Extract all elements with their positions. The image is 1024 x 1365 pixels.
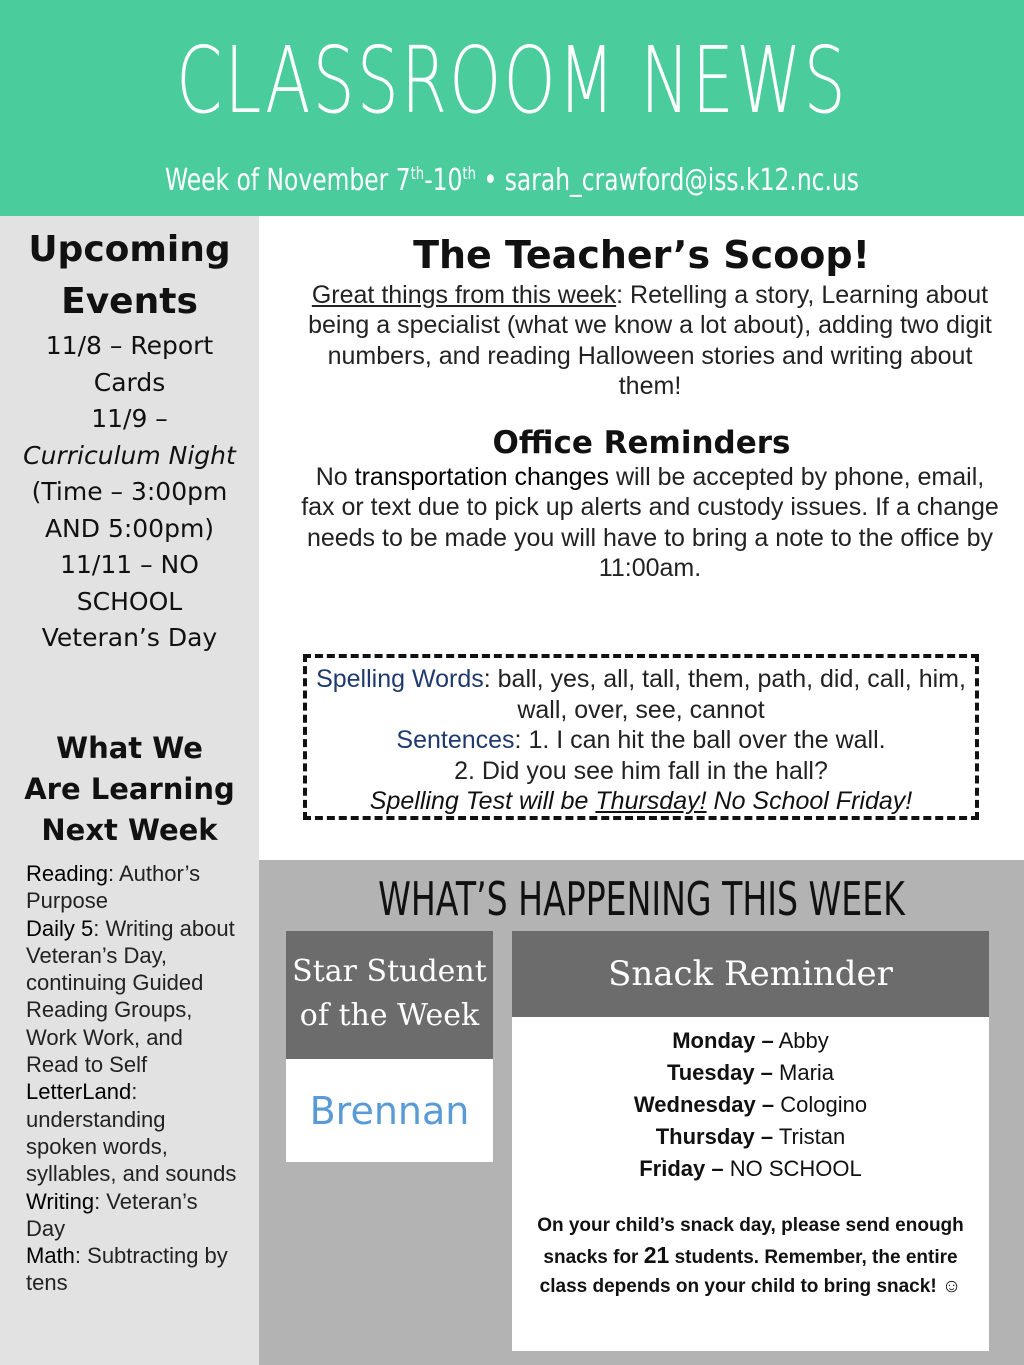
snack-day: Thursday – bbox=[655, 1124, 774, 1149]
star-heading-line-1: Star Student bbox=[292, 954, 487, 989]
learning-heading-line-1: What We bbox=[56, 731, 203, 765]
office-text: will be accepted by phone, email, fax or text due to pick up alerts and custody issues. If a change needs to be made you will have to bring a note to the office by 11:00am. bbox=[301, 463, 999, 583]
spelling-words bbox=[307, 664, 975, 725]
happening-heading: WHAT’S HAPPENING THIS WEEK bbox=[378, 872, 905, 926]
spelling-box bbox=[303, 654, 979, 820]
learning-subject: Math bbox=[26, 1243, 75, 1269]
learning-text: : Author’s Purpose bbox=[26, 861, 201, 914]
event-item bbox=[18, 328, 241, 401]
office-emphasis: transportation changes bbox=[354, 463, 609, 491]
test-note-post: No School Friday! bbox=[706, 787, 913, 815]
events-list bbox=[18, 328, 241, 657]
scoop-paragraph bbox=[305, 280, 995, 402]
events-heading-line-2: Events bbox=[61, 281, 198, 322]
events-heading bbox=[0, 224, 259, 328]
event-text-rest: (Time – 3:00pm AND 5:00pm) bbox=[31, 477, 228, 543]
learning-text: : Writing about Veteran’s Day, continuing Guided Reading Groups, Work Work, and Read to Self bbox=[26, 915, 235, 1078]
learning-item bbox=[26, 1188, 241, 1243]
learning-item bbox=[26, 1242, 241, 1297]
learning-item bbox=[26, 1078, 241, 1187]
learning-text: : Veteran’s Day bbox=[26, 1188, 198, 1241]
event-text: – bbox=[147, 404, 168, 433]
events-heading-line-1: Upcoming bbox=[28, 229, 231, 270]
teacher-email[interactable]: sarah_crawford@iss.k12.nc.us bbox=[504, 163, 859, 198]
snack-day: Friday – bbox=[639, 1156, 724, 1181]
office-heading: Office Reminders bbox=[492, 425, 791, 461]
snack-note-text-1: On your child’s snack day, please send enough snacks for bbox=[537, 1215, 964, 1268]
learning-item bbox=[26, 860, 241, 915]
week-sup-1: th bbox=[410, 164, 425, 184]
test-day: Thursday! bbox=[595, 787, 707, 815]
snack-day: Tuesday – bbox=[666, 1060, 773, 1085]
star-student-heading bbox=[286, 931, 493, 1059]
test-note-pre: Spelling Test will be bbox=[369, 787, 596, 815]
snack-day-row bbox=[512, 1057, 989, 1089]
snack-name: Cologino bbox=[774, 1092, 868, 1117]
learning-subject: Reading bbox=[26, 861, 108, 886]
snack-name: NO SCHOOL bbox=[723, 1156, 862, 1181]
event-text: – NO SCHOOL Veteran’s Day bbox=[41, 550, 218, 652]
student-count: 21 bbox=[643, 1241, 670, 1268]
snack-name: Maria bbox=[772, 1060, 835, 1085]
event-item bbox=[18, 401, 241, 547]
week-dash: -10 bbox=[424, 163, 463, 198]
snack-name: Abby bbox=[773, 1028, 829, 1053]
sentence-1 bbox=[307, 725, 975, 756]
star-heading-line-2: of the Week bbox=[299, 998, 480, 1033]
star-student-card bbox=[286, 931, 493, 1162]
learning-item bbox=[26, 915, 241, 1079]
newsletter-subtitle bbox=[113, 152, 912, 203]
snack-day-row bbox=[512, 1025, 989, 1057]
snack-name: Tristan bbox=[773, 1124, 846, 1149]
snack-reminder-card bbox=[512, 931, 989, 1351]
spelling-words-label: Spelling Words bbox=[316, 665, 484, 693]
learning-subject: Writing bbox=[26, 1188, 95, 1214]
event-text: – Report Cards bbox=[93, 331, 214, 397]
learning-heading bbox=[0, 728, 259, 851]
snack-schedule bbox=[512, 1025, 989, 1185]
event-date: 11/11 bbox=[60, 550, 133, 579]
snack-day-row bbox=[512, 1153, 989, 1185]
snack-note-text-2: students. Remember, the entire class depends on your child to bring snack! ☺ bbox=[539, 1246, 962, 1297]
learning-subject: LetterLand bbox=[26, 1079, 132, 1105]
snack-day: Monday – bbox=[672, 1028, 774, 1053]
week-label: Week of November 7 bbox=[164, 163, 411, 198]
scoop-heading: The Teacher’s Scoop! bbox=[413, 233, 870, 277]
header-banner bbox=[0, 0, 1024, 216]
week-sup-2: th bbox=[462, 164, 477, 184]
snack-reminder-heading: Snack Reminder bbox=[512, 931, 989, 1017]
event-item bbox=[18, 547, 241, 657]
snack-day: Wednesday – bbox=[633, 1092, 775, 1117]
great-things-text: : Retelling a story, Learning about being a specialist (what we know a lot about), adding two digit numbers, and reading Halloween stories and writing about them! bbox=[308, 281, 992, 401]
great-things-label: Great things from this week bbox=[311, 281, 617, 309]
separator-bullet: • bbox=[476, 163, 505, 198]
learning-heading-line-3: Next Week bbox=[41, 813, 218, 847]
spelling-test-note bbox=[307, 786, 975, 817]
event-italic: Curriculum Night bbox=[23, 440, 236, 470]
sentence-2: 2. Did you see him fall in the hall? bbox=[454, 756, 828, 785]
learning-text: : Subtracting by tens bbox=[26, 1243, 228, 1296]
snack-day-row bbox=[512, 1121, 989, 1153]
learning-list bbox=[26, 860, 241, 1297]
snack-note bbox=[512, 1211, 989, 1302]
event-date: 11/9 bbox=[91, 404, 148, 433]
learning-text: : understanding spoken words, syllables, and sounds bbox=[26, 1079, 237, 1187]
learning-subject: Daily 5 bbox=[26, 915, 94, 941]
sidebar bbox=[0, 216, 259, 1365]
event-date: 11/8 bbox=[45, 331, 102, 360]
sentence-1-text: : 1. I can hit the ball over the wall. bbox=[514, 726, 886, 754]
office-text-pre: No bbox=[315, 463, 355, 491]
newsletter-title: CLASSROOM NEWS bbox=[176, 27, 848, 134]
snack-day-row bbox=[512, 1089, 989, 1121]
learning-heading-line-2: Are Learning bbox=[24, 772, 235, 806]
spelling-words-list: : ball, yes, all, tall, them, path, did, call, him, wall, over, see, cannot bbox=[483, 665, 966, 724]
star-student-name: Brennan bbox=[309, 1089, 470, 1133]
sentences-label: Sentences bbox=[396, 726, 515, 754]
office-paragraph bbox=[299, 462, 1001, 584]
